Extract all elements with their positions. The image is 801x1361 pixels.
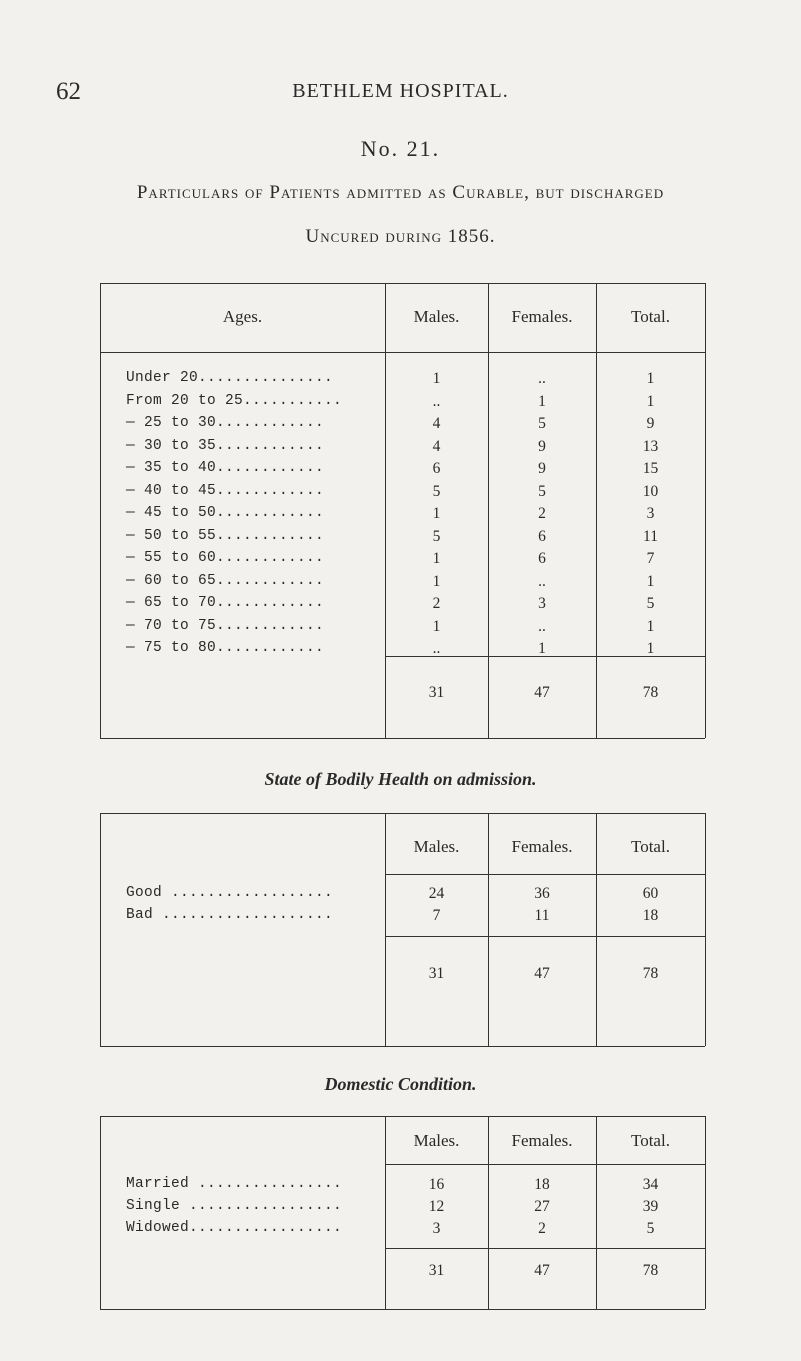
- table-caption-line2: Uncured during 1856.: [305, 226, 496, 247]
- total-all: 78: [642, 965, 659, 982]
- totals-row: [0, 965, 801, 987]
- table-row: [0, 640, 801, 662]
- row-label: — 60 to 65............: [126, 572, 325, 589]
- total-value: 11: [643, 527, 658, 545]
- row-label: Widowed.................: [126, 1220, 343, 1236]
- column-header-males: Males.: [413, 307, 460, 326]
- row-label: — 70 to 75............: [126, 617, 325, 634]
- total-value: 1: [646, 572, 655, 590]
- total-value: 5: [646, 1220, 655, 1237]
- row-label: — 50 to 55............: [126, 527, 325, 544]
- females-value: 3: [538, 595, 546, 612]
- females-value: 1: [538, 640, 546, 657]
- table-rule: [100, 1116, 705, 1117]
- table-row: [0, 483, 801, 505]
- males-value: ..: [432, 392, 441, 410]
- males-value: 1: [432, 505, 441, 522]
- total-value: 13: [642, 437, 659, 455]
- table-rule: [385, 936, 705, 937]
- column-header-females: Females.: [511, 307, 573, 326]
- page-header: [0, 78, 801, 108]
- males-value: 4: [432, 415, 441, 432]
- table-row: [0, 460, 801, 482]
- table-row: [0, 370, 801, 392]
- table-rule: [100, 738, 705, 739]
- females-value: ..: [538, 617, 546, 635]
- males-value: 1: [432, 617, 441, 635]
- total-value: 1: [646, 640, 655, 657]
- table-rule: [385, 1248, 705, 1249]
- table-row: [0, 438, 801, 460]
- total-all: 78: [642, 1262, 659, 1279]
- males-value: 1: [432, 370, 441, 387]
- row-label: — 35 to 40............: [126, 460, 325, 476]
- column-header-females: Females.: [511, 837, 573, 856]
- row-label: — 65 to 70............: [126, 595, 325, 611]
- total-value: 1: [646, 617, 655, 635]
- table-row: [0, 505, 801, 527]
- females-value: 5: [538, 482, 546, 500]
- table-row: [0, 1198, 801, 1220]
- table-row: [0, 1176, 801, 1198]
- row-label: Under 20...............: [126, 370, 334, 386]
- health-section-title: State of Bodily Health on admission.: [264, 769, 537, 789]
- males-value: 16: [428, 1176, 445, 1193]
- females-value: 5: [538, 415, 546, 432]
- males-value: 5: [432, 527, 441, 545]
- total-males: 31: [428, 684, 445, 701]
- total-value: 1: [646, 370, 655, 387]
- column-header-total: Total.: [631, 1131, 670, 1150]
- row-label: Single .................: [126, 1198, 343, 1214]
- table-rule: [100, 813, 705, 814]
- females-value: 11: [534, 907, 550, 924]
- table-rule: [100, 283, 705, 284]
- domestic-section-title: Domestic Condition.: [324, 1074, 477, 1094]
- row-label: From 20 to 25...........: [126, 392, 343, 409]
- row-label: — 40 to 45............: [126, 482, 325, 499]
- table-row: [0, 618, 801, 640]
- females-value: 6: [538, 527, 546, 545]
- total-value: 3: [646, 505, 655, 522]
- column-header-total: Total.: [631, 307, 670, 326]
- column-header-females: Females.: [511, 1131, 573, 1150]
- row-label: — 25 to 30............: [126, 415, 325, 431]
- males-value: ..: [432, 640, 441, 657]
- column-header-ages: Ages.: [222, 307, 263, 326]
- males-value: 12: [428, 1198, 445, 1215]
- table-row: [0, 415, 801, 437]
- males-value: 4: [432, 437, 441, 455]
- total-value: 10: [642, 482, 659, 500]
- total-value: 18: [642, 907, 659, 924]
- males-value: 1: [432, 550, 441, 567]
- table-row: [0, 1220, 801, 1242]
- males-value: 1: [432, 572, 441, 590]
- females-value: 18: [534, 1176, 550, 1193]
- column-header-males: Males.: [413, 1131, 460, 1150]
- females-value: ..: [538, 370, 546, 387]
- table-caption-line1: Particulars of Patients admitted as Curable, but discharged: [136, 182, 665, 203]
- females-value: 6: [538, 550, 546, 567]
- females-value: ..: [538, 572, 546, 590]
- row-label: — 75 to 80............: [126, 640, 325, 656]
- females-value: 2: [538, 505, 546, 522]
- column-header-males: Males.: [413, 837, 460, 856]
- row-label: Bad ...................: [126, 907, 334, 923]
- total-value: 15: [642, 460, 659, 477]
- total-males: 31: [428, 1262, 445, 1279]
- table-row: [0, 573, 801, 595]
- table-rule: [100, 813, 101, 1046]
- total-females: 47: [534, 965, 550, 982]
- females-value: 36: [534, 885, 550, 902]
- row-label: Married ................: [126, 1176, 343, 1192]
- table-row: [0, 393, 801, 415]
- row-label: — 45 to 50............: [126, 505, 325, 521]
- males-value: 5: [432, 482, 441, 500]
- table-rule: [100, 1046, 705, 1047]
- totals-row: [0, 1262, 801, 1284]
- females-value: 9: [538, 437, 546, 455]
- row-label: — 55 to 60............: [126, 550, 325, 566]
- total-females: 47: [534, 684, 550, 701]
- females-value: 1: [538, 392, 546, 410]
- table-row: [0, 595, 801, 617]
- total-value: 60: [642, 885, 659, 902]
- table-number: No. 21.: [360, 136, 441, 161]
- table-rule: [385, 874, 705, 875]
- table-rule: [100, 352, 705, 353]
- totals-row: [0, 684, 801, 706]
- males-value: 24: [428, 885, 445, 902]
- table-rule: [385, 1164, 705, 1165]
- total-value: 7: [646, 550, 655, 567]
- table-rule: [100, 1309, 705, 1310]
- males-value: 2: [432, 595, 441, 612]
- table-rule: [705, 813, 706, 1046]
- column-header-total: Total.: [631, 837, 670, 856]
- females-value: 27: [534, 1198, 550, 1215]
- row-label: — 30 to 35............: [126, 437, 325, 454]
- total-value: 5: [646, 595, 655, 612]
- table-row: [0, 907, 801, 929]
- total-value: 34: [642, 1176, 659, 1193]
- page-number: 62: [56, 78, 81, 105]
- females-value: 9: [538, 460, 546, 477]
- total-value: 1: [646, 392, 655, 410]
- total-value: 9: [646, 415, 655, 432]
- males-value: 3: [432, 1220, 441, 1237]
- total-females: 47: [534, 1262, 550, 1279]
- total-males: 31: [428, 965, 445, 982]
- table-row: [0, 550, 801, 572]
- females-value: 2: [538, 1220, 546, 1237]
- running-head: BETHLEM HOSPITAL.: [292, 80, 509, 102]
- row-label: Good ..................: [126, 885, 334, 901]
- males-value: 7: [432, 907, 441, 924]
- table-row: [0, 528, 801, 550]
- males-value: 6: [432, 460, 441, 477]
- total-value: 39: [642, 1198, 659, 1215]
- table-row: [0, 885, 801, 907]
- total-all: 78: [642, 684, 659, 701]
